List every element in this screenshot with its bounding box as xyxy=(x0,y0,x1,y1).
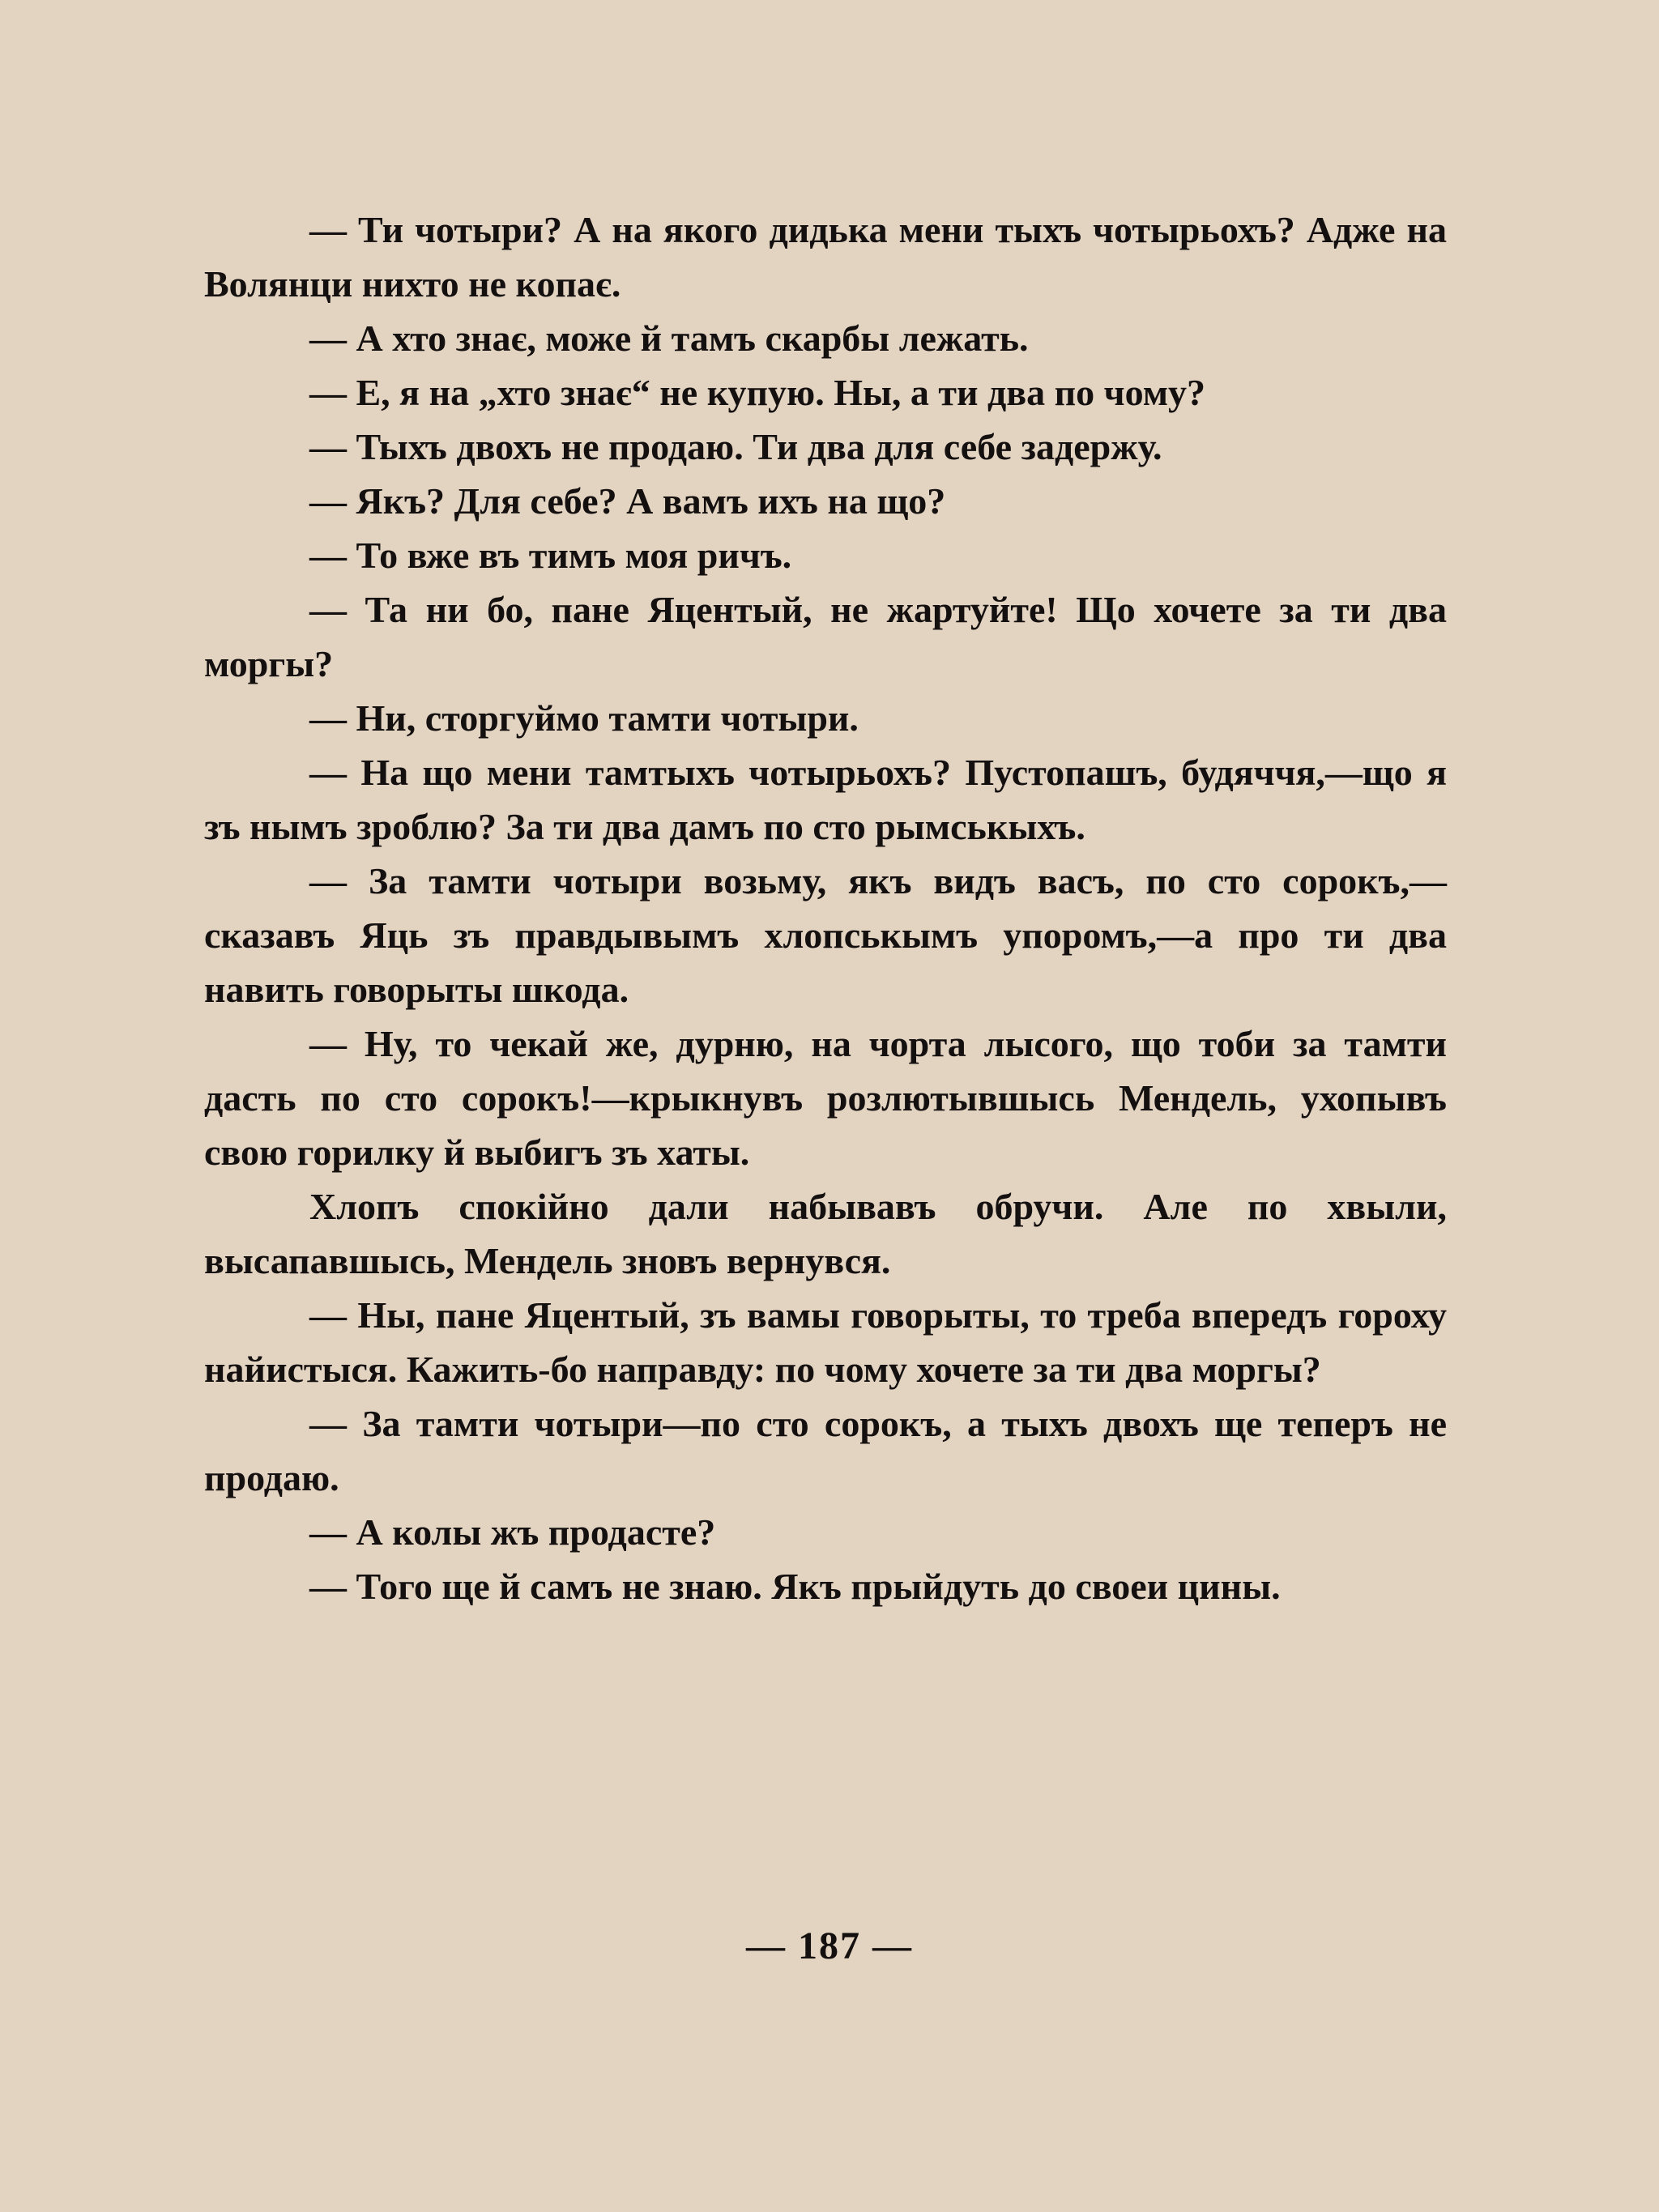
paragraph: — На що мени тамтыхъ чотырьохъ? Пустопашъ, будяччя,—що я зъ нымъ зроблю? За ти два дамъ по сто рымськыхъ. xyxy=(204,752,1447,847)
paragraph: — За тамти чотыри—по сто сорокъ, а тыхъ двохъ ще теперъ не продаю. xyxy=(204,1403,1447,1498)
paragraph: — Того ще й самъ не знаю. Якъ прыйдуть до своеи цины. xyxy=(309,1566,1281,1607)
paragraph: — Ны, пане Яцентый, зъ вамы говорыты, то треба впередъ гороху найистыся. Кажить-бо направду: по чому хочете за ти два моргы? xyxy=(204,1294,1447,1390)
paragraph: — А колы жъ продасте? xyxy=(309,1511,716,1553)
paragraph: — Тыхъ двохъ не продаю. Ти два для себе задержу. xyxy=(309,426,1162,467)
paragraph: Хлопъ спокійно дали набывавъ обручи. Але по хвыли, высапавшысь, Мендель зновъ вернувся. xyxy=(204,1186,1447,1281)
paragraph: — Якъ? Для себе? А вамъ ихъ на що? xyxy=(309,480,946,522)
paragraph: — Ни, сторгуймо тамти чотыри. xyxy=(309,697,859,739)
page-text xyxy=(204,202,1447,1613)
paragraph: — Ти чотыри? А на якого дидька мени тыхъ чотырьохъ? Адже на Волянци нихто не копає. xyxy=(204,209,1447,305)
paragraph: — Та ни бо, пане Яцентый, не жартуйте! Що хочете за ти два моргы? xyxy=(204,589,1447,684)
paragraph: — Е, я на „хто знає“ не купую. Ны, а ти два по чому? xyxy=(309,372,1206,413)
page-number: — 187 — xyxy=(746,1924,913,1967)
paragraph: — Ну, то чекай же, дурню, на чорта лысого, що тоби за тамти дасть по сто сорокъ!—крыкнувъ розлютывшысь Мендель, ухопывъ свою горилку й выбигъ зъ хаты. xyxy=(204,1023,1447,1173)
paragraph: — А хто знає, може й тамъ скарбы лежать. xyxy=(309,318,1029,359)
paragraph: — За тамти чотыри возьму, якъ видъ васъ, по сто сорокъ,—сказавъ Яць зъ правдывымъ хлопськымъ упоромъ,—а про ти два навить говорыты шкода. xyxy=(204,860,1447,1010)
paragraph: — То вже въ тимъ моя ричъ. xyxy=(309,535,792,576)
